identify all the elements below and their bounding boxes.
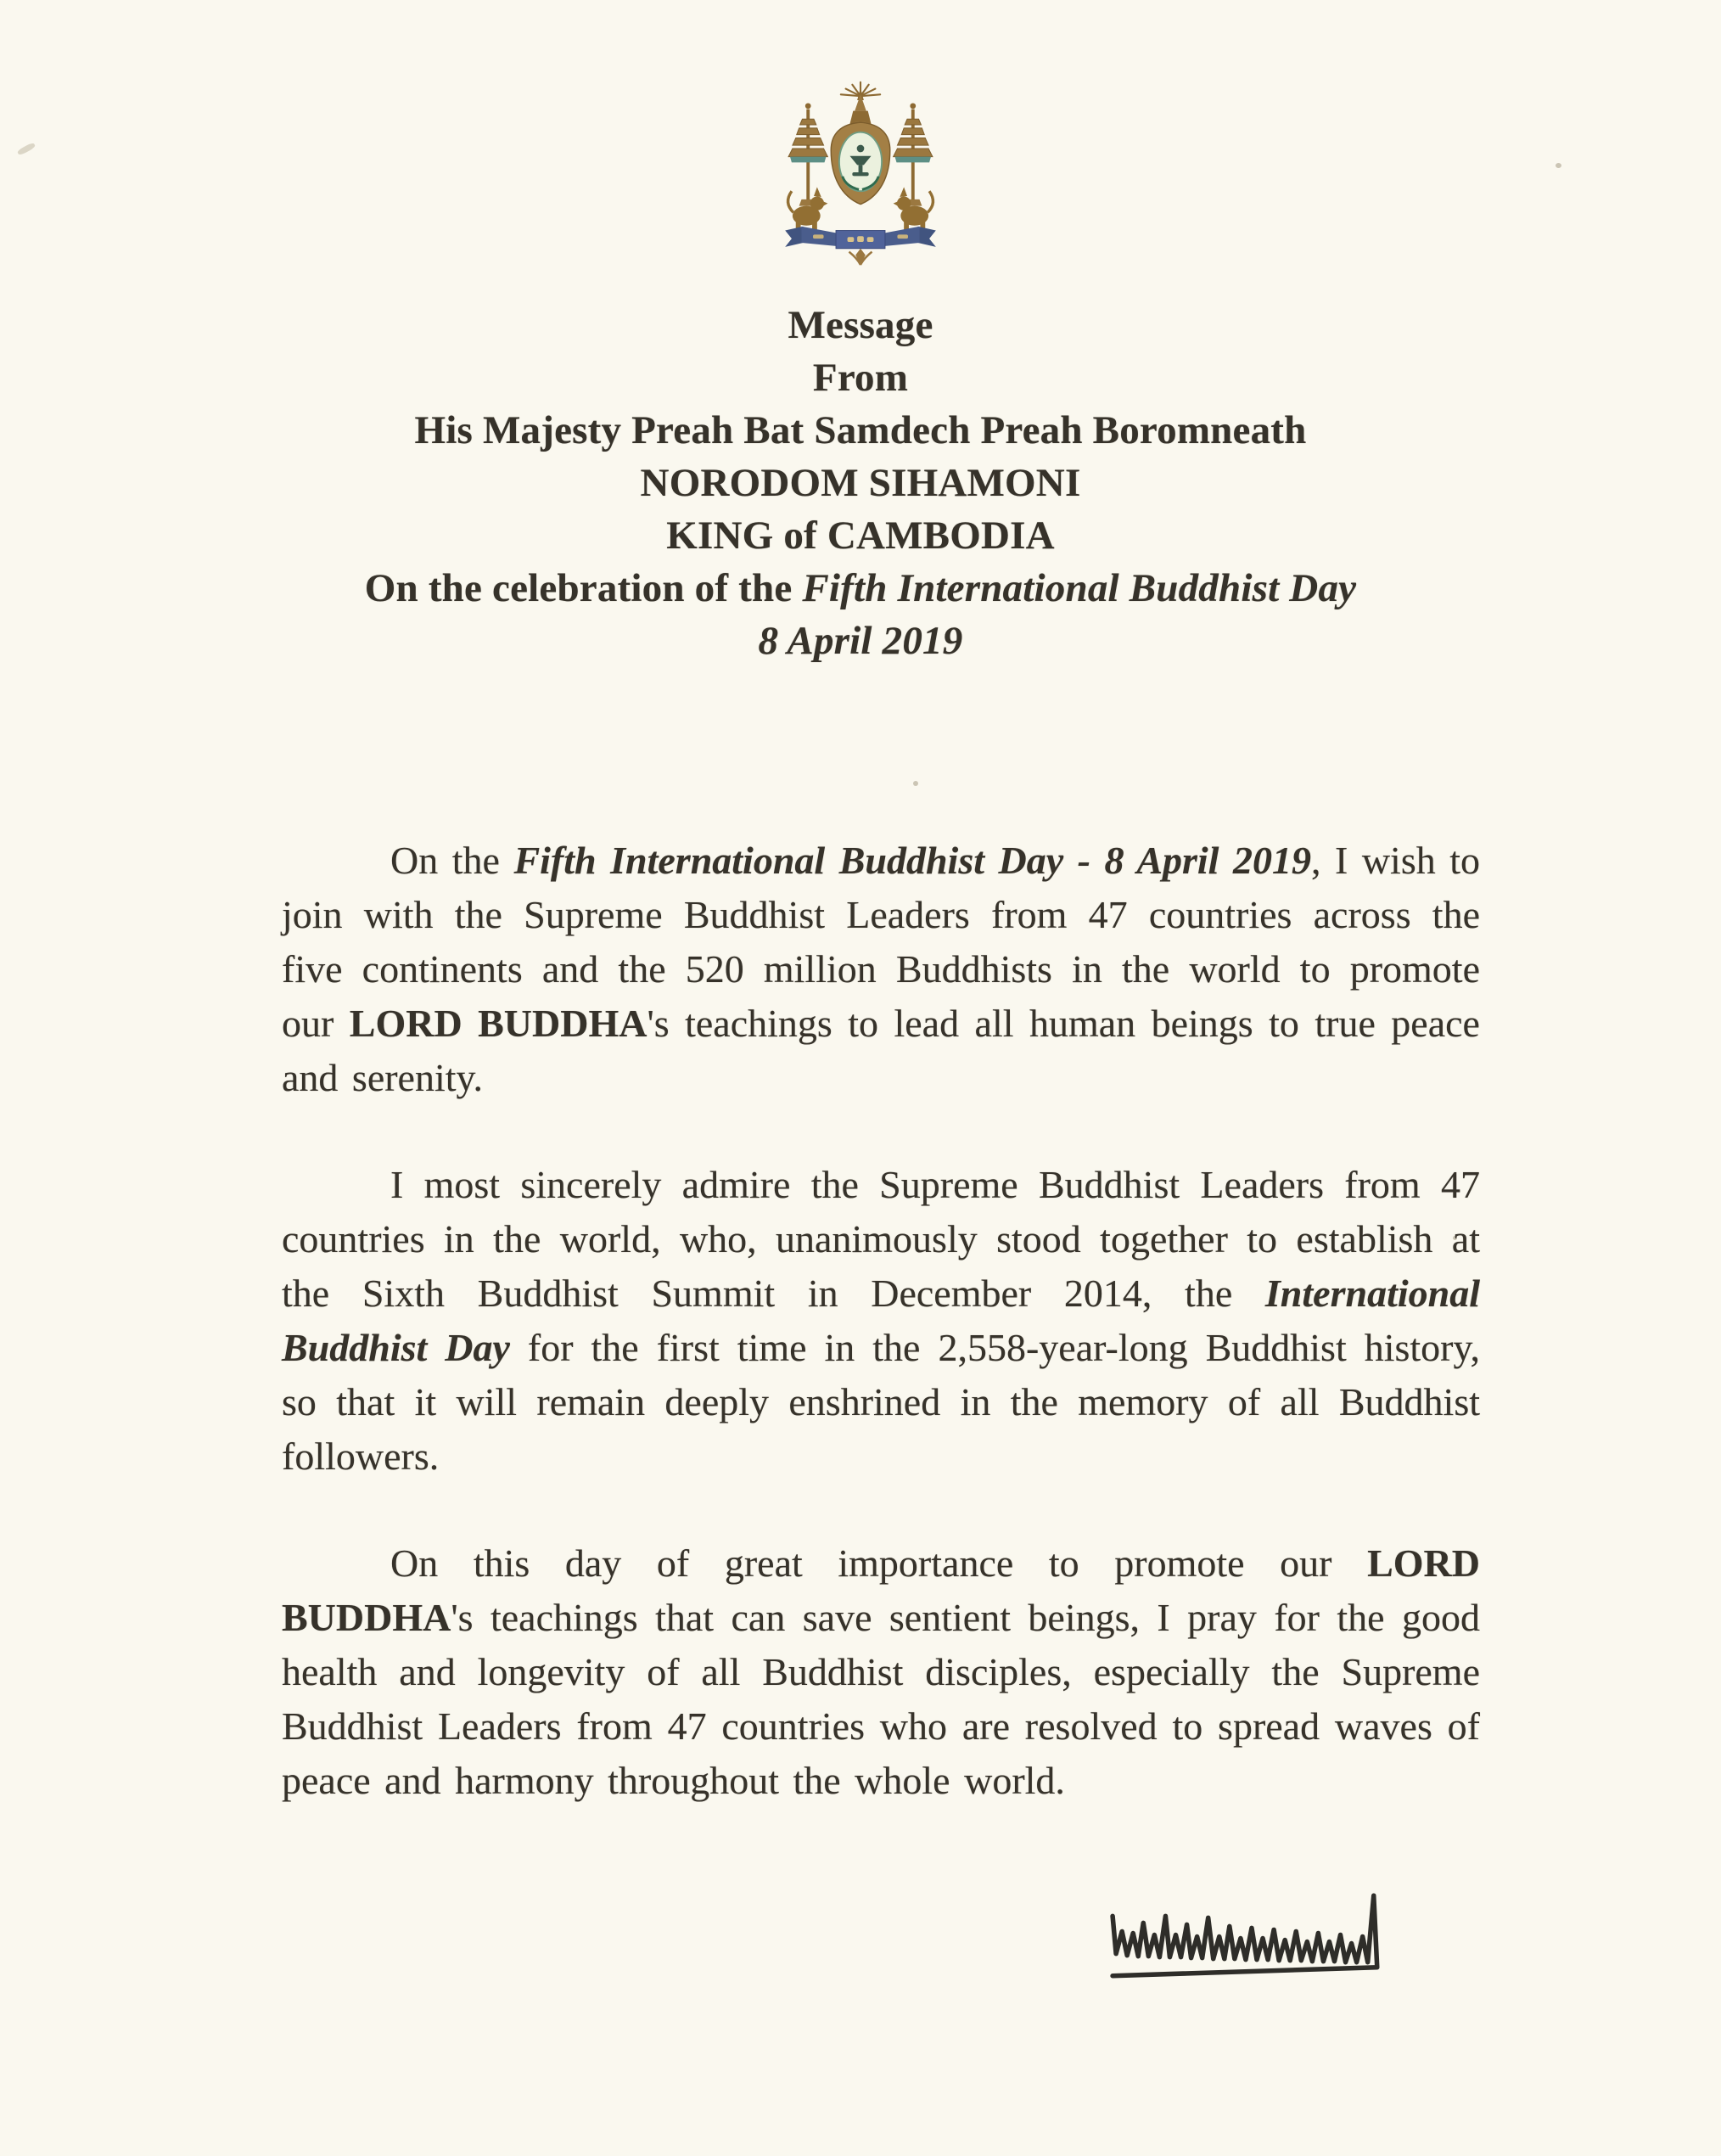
royal-arms-icon [777, 78, 944, 267]
header-occasion-prefix: On the celebration of the [364, 566, 803, 610]
para2-text: I most sincerely admire the Supreme Buddhist Leaders from 47 countries in the world, who, unanimously stood together to establish at the Sixth Buddhist Summit in December 2014, the [282, 1163, 1480, 1315]
para2-event-emphasis: International Buddhist Day [282, 1272, 1480, 1369]
header-occasion-event: Fifth International Buddhist Day [802, 566, 1357, 610]
para1-text: On the [390, 839, 514, 882]
header-royal-title: His Majesty Preah Bat Samdech Preah Boromneath [414, 408, 1307, 452]
header-message: Message [788, 303, 933, 347]
header-king-title: KING of CAMBODIA [666, 514, 1055, 558]
para1-lord-buddha-emphasis: LORD BUDDHA [349, 1002, 647, 1045]
header-occasion [0, 562, 1721, 615]
para3-lord-buddha-emphasis: LORD BUDDHA [282, 1541, 1480, 1639]
handwritten-signature-icon [1099, 1881, 1415, 1990]
letter-header [0, 299, 1721, 667]
royal-arms-emblem [777, 78, 944, 267]
para2-text: for the first time in the 2,558-year-long Buddhist history, so that it will remain deeply enshrined in the memory of all Buddhist followers. [282, 1326, 1480, 1478]
paragraph-2 [282, 1158, 1480, 1484]
header-date: 8 April 2019 [758, 619, 963, 663]
paragraph-3 [282, 1536, 1480, 1808]
para1-text: 's teachings to lead all human beings to true peace and serenity. [282, 1002, 1480, 1099]
header-king-name: NORODOM SIHAMONI [640, 461, 1081, 505]
para3-text: On this day of great importance to promote our [390, 1541, 1368, 1585]
para1-event-emphasis: Fifth International Buddhist Day - 8 April 2019 [513, 839, 1311, 882]
scan-speck [17, 142, 36, 156]
scan-speck [913, 781, 918, 786]
scan-speck [1556, 163, 1561, 168]
signature [1099, 1881, 1415, 1990]
letter-body [282, 834, 1480, 1808]
para1-text: , I wish to join with the Supreme Buddhist Leaders from 47 countries across the five continents and the 520 million Buddhists in the world to promote our [282, 839, 1481, 1045]
para3-text: 's teachings that can save sentient beings, I pray for the good health and longevity of all Buddhist disciples, especially the Supreme Buddhist Leaders from 47 countries who are resolved to spread waves of peace and harmony throughout the whole world. [282, 1596, 1480, 1802]
header-from: From [812, 356, 909, 400]
paragraph-1 [282, 834, 1480, 1105]
